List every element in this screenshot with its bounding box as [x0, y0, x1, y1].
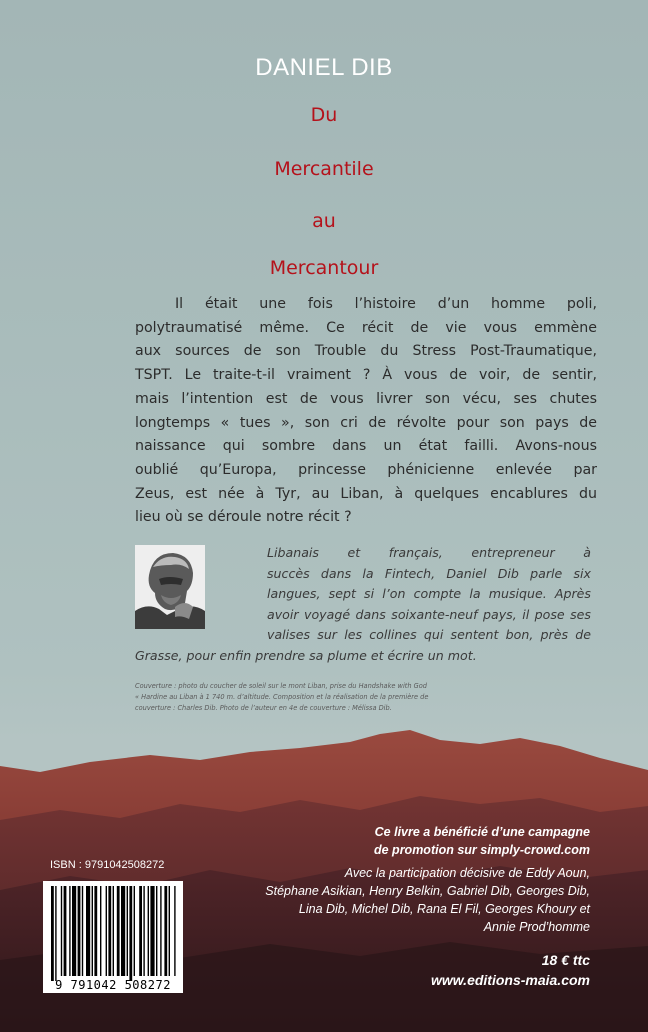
barcode-bar: [113, 886, 114, 976]
barcode-bar: [92, 886, 93, 976]
participants-line: Lina Dib, Michel Dib, Rana El Fil, Georges Khoury et: [298, 902, 590, 916]
synopsis: [135, 293, 597, 530]
barcode-bar: [129, 886, 132, 981]
author-name: DANIEL DIB: [255, 54, 393, 81]
barcode-bar: [169, 886, 170, 976]
synopsis-line: mais l’intention est de vous livrer son vécu, ses chutes: [135, 390, 597, 407]
bio-line: succès dans la Fintech, Daniel Dib parle six: [267, 565, 591, 581]
promo-line: de promotion sur simply-crowd.com: [374, 843, 590, 857]
barcode-bar: [72, 886, 76, 976]
bio-line: Grasse, pour enfin prendre sa plume et écrire un mot.: [135, 647, 477, 663]
barcode-bar: [148, 886, 149, 976]
credits-line: « Hardine au Liban à 1 740 m. d’altitude. Composition et la réalisation de la première de: [135, 692, 429, 701]
cover-credits: [135, 681, 591, 713]
barcode-bar: [106, 886, 107, 976]
synopsis-line: aux sources de son Trouble du Stress Post-Traumatique,: [135, 343, 597, 360]
barcode-bar: [134, 886, 135, 976]
barcode-bar: [51, 886, 54, 981]
title-line-2: Mercantile: [274, 158, 374, 180]
barcode-bar: [127, 886, 128, 976]
participants-line: Stéphane Asikian, Henry Belkin, Gabriel Dib, Georges Dib,: [265, 884, 590, 898]
barcode-bar: [64, 886, 67, 976]
barcode-bar: [143, 886, 144, 976]
credits-line: Couverture : photo du coucher de soleil sur le mont Liban, prise du Handshake with God: [135, 682, 427, 690]
barcode-bar: [94, 886, 97, 976]
participants-list: [265, 864, 590, 936]
barcode-bar: [78, 886, 81, 976]
synopsis-line: oublié qu’Europa, princesse phénicienne enlevée par: [135, 461, 597, 478]
bio-line: avoir voyagé dans soixante-neuf pays, il pose ses: [267, 606, 591, 622]
price: 18 € ttc: [541, 952, 590, 968]
barcode-bar: [86, 886, 90, 976]
credits-line: couverture : Charles Dib. Photo de l’auteur en 4e de couverture : Mélissa Dib.: [135, 703, 392, 712]
bio-line: valises sur les collines qui sentent bon, près de: [267, 627, 591, 643]
barcode-bar: [108, 886, 111, 976]
title-line-4: Mercantour: [269, 257, 379, 279]
isbn-label: ISBN : 9791042508272: [50, 859, 165, 871]
synopsis-line: Il était une fois l’histoire d’un homme poli,: [175, 296, 597, 312]
barcode-bar: [150, 886, 154, 976]
participants-line: Avec la participation décisive de Eddy Aoun,: [344, 866, 590, 880]
barcode-bars: [43, 881, 183, 993]
promo-line: Ce livre a bénéficié d’une campagne: [374, 825, 590, 839]
synopsis-line: Zeus, est née à Tyr, au Liban, à quelques encablures du: [135, 485, 597, 502]
participants-line: Annie Prod’homme: [483, 920, 590, 934]
bio-line: Libanais et français, entrepreneur à: [267, 545, 591, 560]
title-line-1: Du: [310, 104, 338, 126]
barcode-bar: [69, 886, 70, 976]
barcode-bar: [121, 886, 125, 976]
barcode: [43, 881, 183, 993]
synopsis-line: lieu où se déroule notre récit ?: [135, 509, 352, 526]
synopsis-line: longtemps « tues », son cri de révolte pour son pays de: [135, 414, 597, 431]
barcode-bar: [164, 886, 167, 976]
barcode-bar: [174, 886, 175, 976]
barcode-bar: [82, 886, 83, 976]
publisher-website: www.editions-maia.com: [431, 972, 590, 988]
barcode-bar: [117, 886, 120, 976]
barcode-bar: [139, 886, 142, 976]
author-bio: [135, 543, 591, 667]
title-line-3: au: [312, 210, 336, 232]
barcode-bar: [61, 886, 62, 976]
barcode-bar: [100, 886, 101, 976]
bio-line: langues, sept si l’on compte la musique. Après: [267, 586, 591, 602]
promo-notice: [374, 823, 590, 859]
barcode-bar: [156, 886, 157, 976]
barcode-bar: [55, 886, 56, 981]
synopsis-line: naissance qui sombre dans un état failli. Avons-nous: [135, 438, 597, 455]
synopsis-line: TSPT. Le traite-t-il vraiment ? À vous de voir, de sentir,: [135, 367, 597, 384]
synopsis-line: polytraumatisé même. Ce récit de vie vous emmène: [135, 319, 597, 336]
barcode-bar: [160, 886, 161, 976]
barcode-digits: 9 791042 508272: [55, 978, 171, 992]
